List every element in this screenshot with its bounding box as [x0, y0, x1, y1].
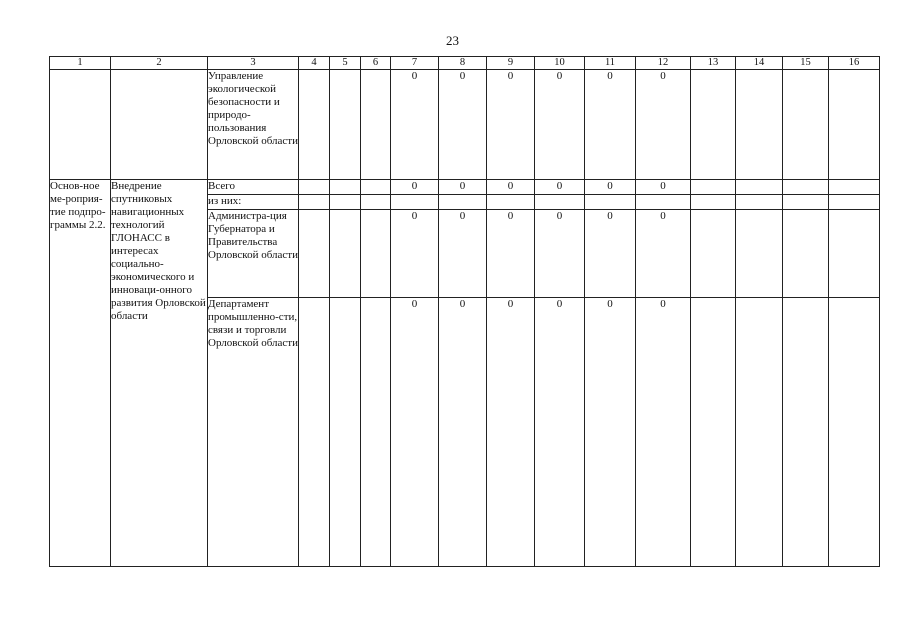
value-cell — [361, 180, 391, 195]
value-cell: 0 — [391, 298, 439, 567]
value-cell: 0 — [585, 298, 636, 567]
value-cell — [691, 210, 736, 298]
value-cell: 0 — [391, 70, 439, 180]
value-cell — [330, 195, 361, 210]
value-cell — [299, 210, 330, 298]
budget-table — [49, 56, 880, 567]
header-cell: 16 — [829, 57, 880, 70]
executor-cell: Всего — [208, 180, 299, 195]
value-cell — [391, 195, 439, 210]
executor-cell: Управление экологической безопасности и природо-пользования Орловской области — [208, 70, 299, 180]
value-cell: 0 — [535, 180, 585, 195]
page-number: 23 — [446, 33, 459, 48]
value-cell — [736, 180, 783, 195]
header-cell: 5 — [330, 57, 361, 70]
value-cell: 0 — [535, 298, 585, 567]
executor-cell: из них: — [208, 195, 299, 210]
value-cell: 0 — [636, 298, 691, 567]
value-cell: 0 — [487, 298, 535, 567]
header-row — [50, 57, 880, 70]
header-cell: 1 — [50, 57, 111, 70]
value-cell — [487, 195, 535, 210]
table-row — [50, 180, 880, 195]
value-cell — [585, 195, 636, 210]
value-cell — [829, 298, 880, 567]
measure-code-cell: Основ-ное ме-роприя-тие подпро-граммы 2.2. — [50, 180, 111, 567]
value-cell: 0 — [391, 180, 439, 195]
value-cell: 0 — [439, 70, 487, 180]
value-cell — [299, 195, 330, 210]
value-cell — [691, 298, 736, 567]
value-cell — [691, 180, 736, 195]
value-cell: 0 — [636, 70, 691, 180]
value-cell: 0 — [636, 180, 691, 195]
value-cell: 0 — [585, 70, 636, 180]
value-cell: 0 — [535, 70, 585, 180]
value-cell — [330, 70, 361, 180]
value-cell — [783, 70, 829, 180]
value-cell — [829, 180, 880, 195]
executor-cell: Департамент промышленно-сти, связи и торговли Орловской области — [208, 298, 299, 567]
header-cell: 12 — [636, 57, 691, 70]
value-cell: 0 — [585, 210, 636, 298]
value-cell — [361, 70, 391, 180]
table-cell — [50, 70, 111, 180]
header-cell: 4 — [299, 57, 330, 70]
value-cell — [299, 298, 330, 567]
value-cell — [299, 70, 330, 180]
value-cell: 0 — [439, 180, 487, 195]
value-cell — [829, 210, 880, 298]
value-cell: 0 — [439, 210, 487, 298]
value-cell — [361, 298, 391, 567]
value-cell — [783, 195, 829, 210]
header-cell: 11 — [585, 57, 636, 70]
value-cell — [636, 195, 691, 210]
value-cell — [736, 210, 783, 298]
table-row — [50, 70, 880, 180]
value-cell — [299, 180, 330, 195]
header-cell: 10 — [535, 57, 585, 70]
header-cell: 7 — [391, 57, 439, 70]
header-cell: 3 — [208, 57, 299, 70]
value-cell — [361, 195, 391, 210]
value-cell — [736, 70, 783, 180]
header-cell: 15 — [783, 57, 829, 70]
value-cell — [535, 195, 585, 210]
header-cell: 8 — [439, 57, 487, 70]
value-cell: 0 — [487, 180, 535, 195]
executor-cell: Администра-ция Губернатора и Правительства Орловской области — [208, 210, 299, 298]
value-cell — [691, 70, 736, 180]
value-cell — [330, 210, 361, 298]
header-cell: 6 — [361, 57, 391, 70]
header-cell: 2 — [111, 57, 208, 70]
value-cell — [736, 195, 783, 210]
value-cell — [439, 195, 487, 210]
value-cell: 0 — [585, 180, 636, 195]
value-cell: 0 — [487, 210, 535, 298]
value-cell: 0 — [535, 210, 585, 298]
value-cell — [330, 180, 361, 195]
value-cell — [691, 195, 736, 210]
value-cell: 0 — [439, 298, 487, 567]
value-cell — [736, 298, 783, 567]
value-cell: 0 — [636, 210, 691, 298]
value-cell — [829, 70, 880, 180]
table-cell — [111, 70, 208, 180]
header-cell: 9 — [487, 57, 535, 70]
value-cell — [783, 180, 829, 195]
measure-name-cell: Внедрение спутниковых навигационных технологий ГЛОНАСС в интересах социально-экономического и инноваци-онного развития Орловской области — [111, 180, 208, 567]
value-cell — [330, 298, 361, 567]
value-cell: 0 — [391, 210, 439, 298]
value-cell — [361, 210, 391, 298]
value-cell — [829, 195, 880, 210]
value-cell: 0 — [487, 70, 535, 180]
header-cell: 13 — [691, 57, 736, 70]
value-cell — [783, 210, 829, 298]
value-cell — [783, 298, 829, 567]
header-cell: 14 — [736, 57, 783, 70]
